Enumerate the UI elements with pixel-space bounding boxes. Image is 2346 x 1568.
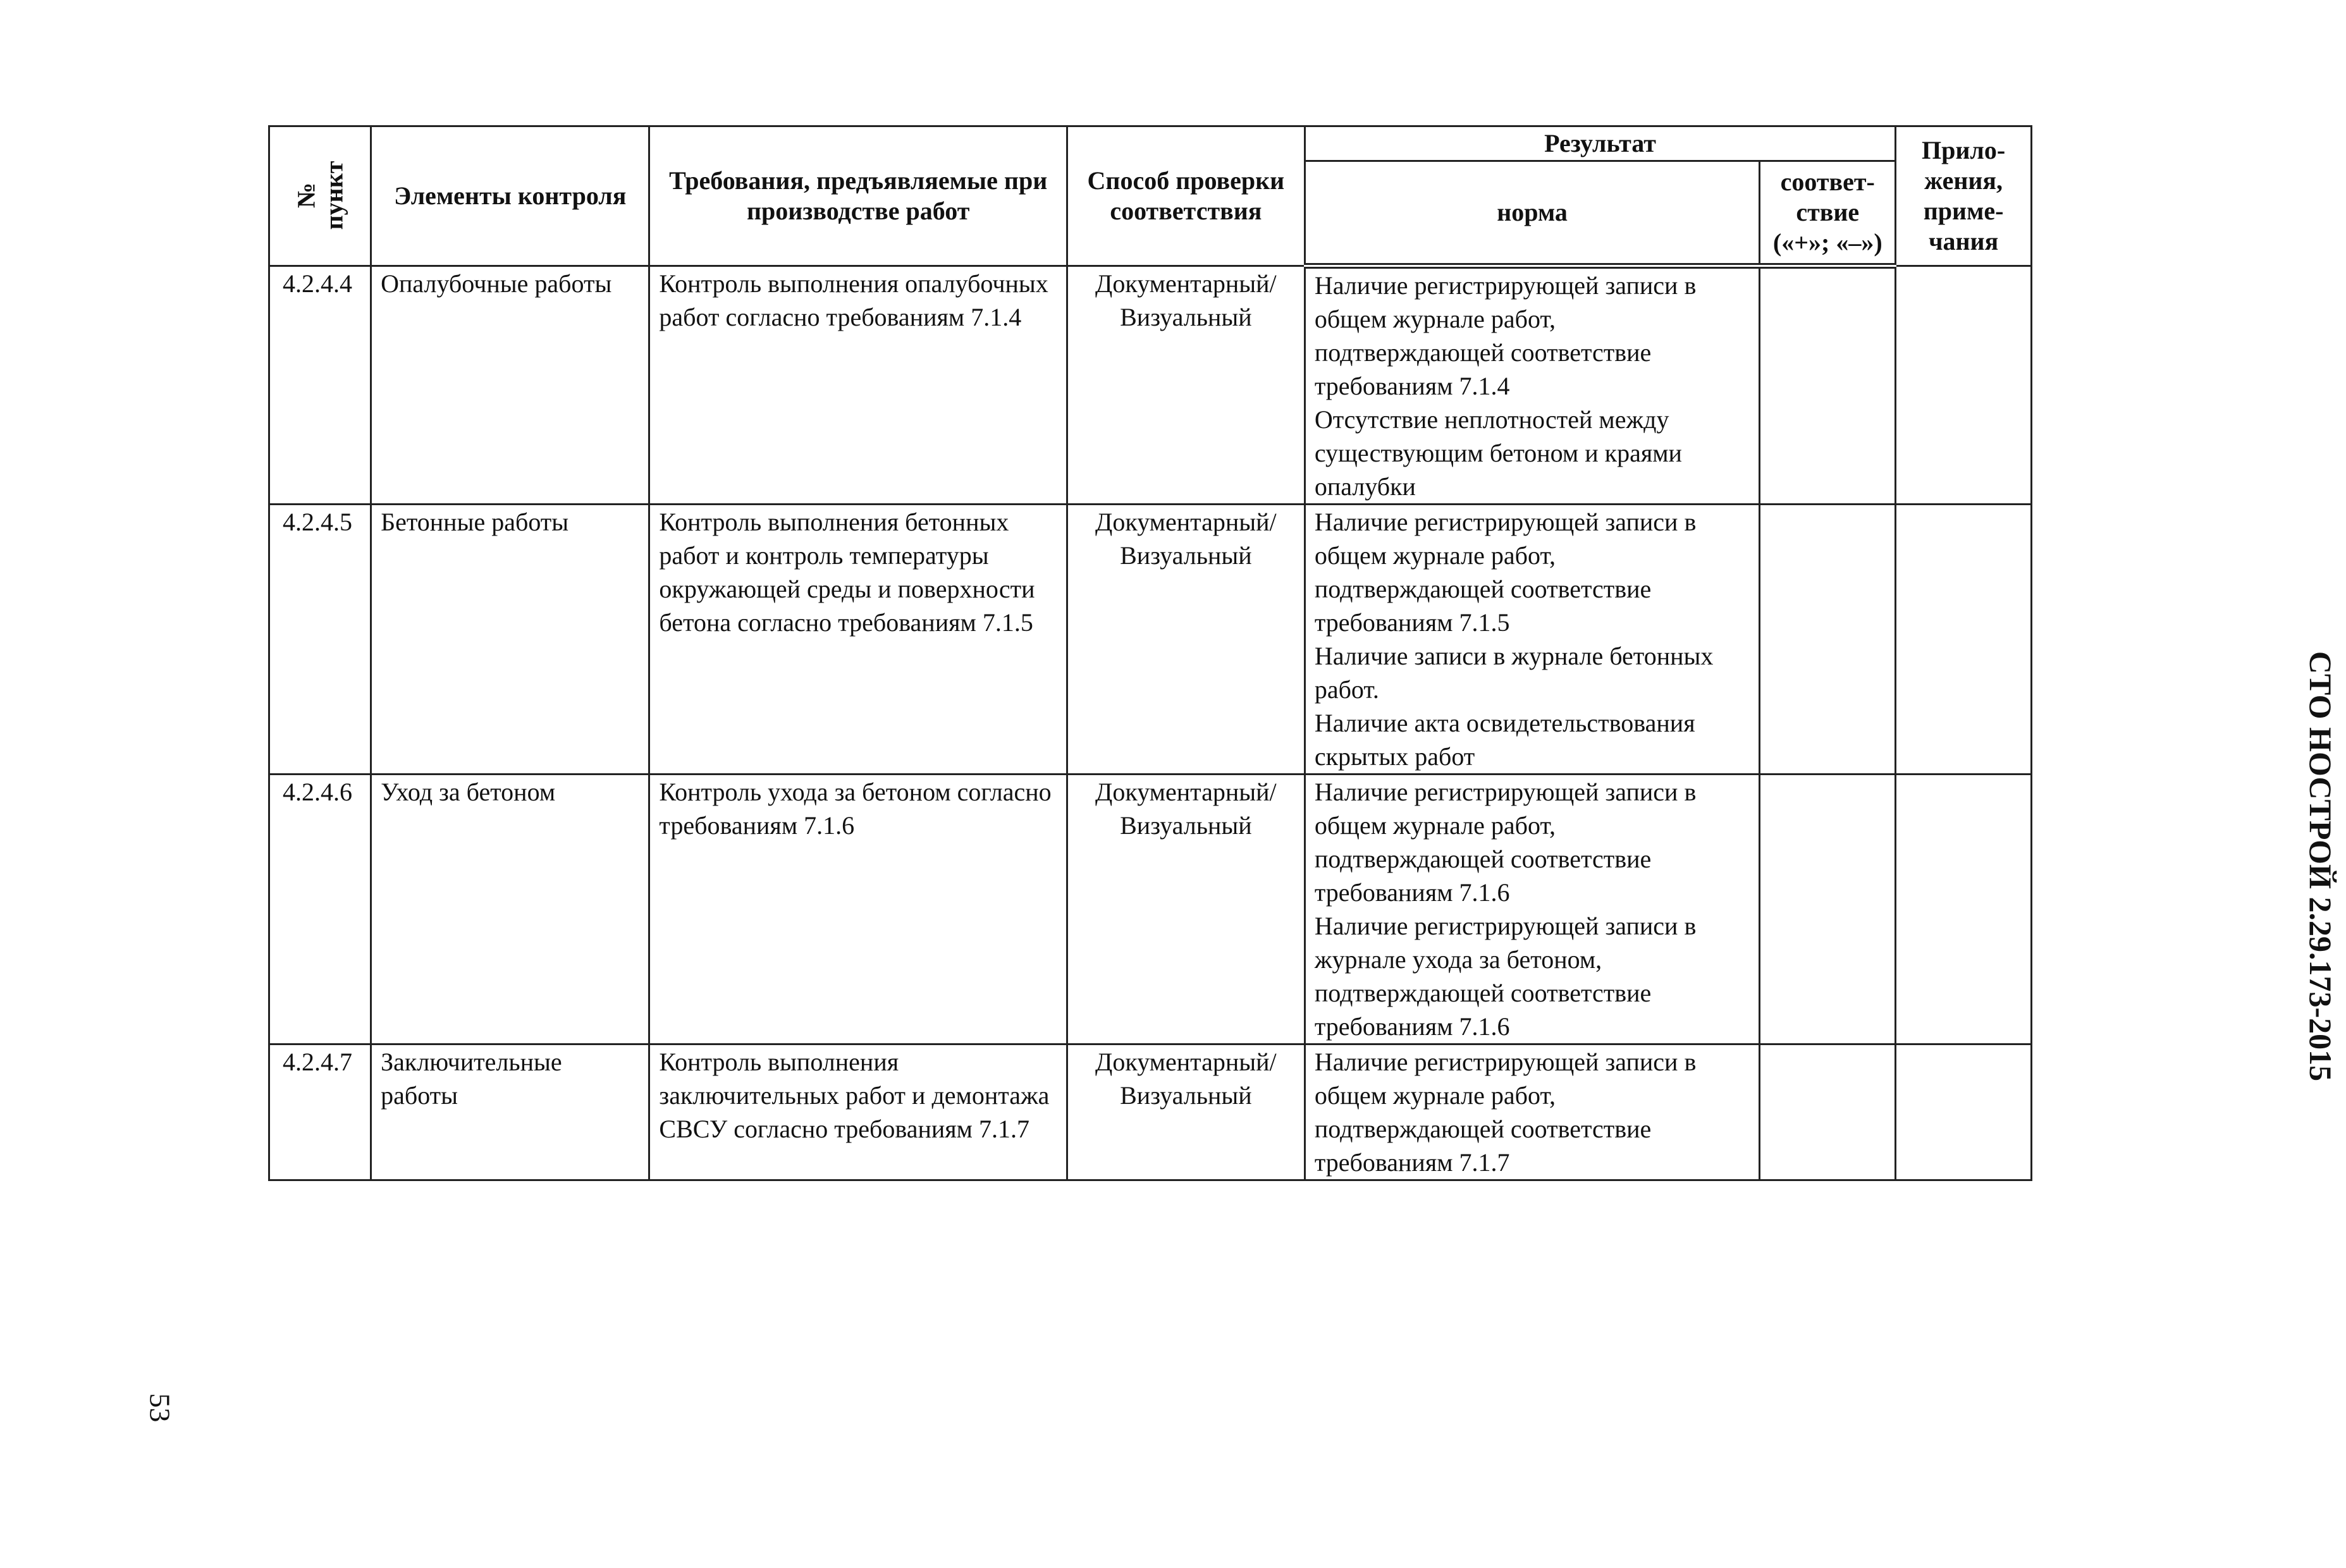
table-row — [269, 266, 2032, 505]
header-correspondence: соответ- ствие («+»; «–») — [1760, 161, 1896, 266]
row-norm — [1305, 775, 1760, 1044]
row-requirement: Контроль выполнения опалубочных работ согласно требованиям 7.1.4 — [649, 266, 1067, 505]
row-appendix — [1896, 1044, 2032, 1180]
control-table — [268, 125, 2032, 1181]
norm-line: Наличие регистрирующей записи в общем журнале работ, подтверждающей соответствие требованиям 7.1.5 — [1314, 508, 1697, 637]
norm-line: Наличие регистрирующей записи в общем журнале работ, подтверждающей соответствие требованиям 7.1.7 — [1314, 1048, 1697, 1177]
row-requirement: Контроль ухода за бетоном согласно требованиям 7.1.6 — [649, 775, 1067, 1044]
row-num: 4.2.4.7 — [269, 1044, 371, 1180]
row-num: 4.2.4.6 — [269, 775, 371, 1044]
row-appendix — [1896, 775, 2032, 1044]
header-norm: норма — [1305, 161, 1760, 266]
row-appendix — [1896, 266, 2032, 505]
row-norm — [1305, 1044, 1760, 1180]
header-elements: Элементы контроля — [371, 126, 649, 266]
row-method: Документарный/ Визуальный — [1067, 505, 1305, 775]
row-method: Документарный/ Визуальный — [1067, 1044, 1305, 1180]
row-appendix — [1896, 505, 2032, 775]
norm-line: Наличие записи в журнале бетонных работ. — [1314, 642, 1714, 704]
norm-line: Наличие акта освидетельствования скрытых работ — [1314, 709, 1695, 771]
row-correspondence — [1760, 775, 1896, 1044]
row-correspondence — [1760, 1044, 1896, 1180]
table-row — [269, 775, 2032, 1044]
header-method: Способ проверки соответствия — [1067, 126, 1305, 266]
header-requirements: Требования, предъявляемые при производстве работ — [649, 126, 1067, 266]
table-row — [269, 1044, 2032, 1180]
row-element: Опалубочные работы — [371, 266, 649, 505]
row-norm — [1305, 266, 1760, 505]
row-requirement: Контроль выполнения бетонных работ и контроль температуры окружающей среды и поверхности бетона согласно требованиям 7.1.5 — [649, 505, 1067, 775]
row-num: 4.2.4.4 — [269, 266, 371, 505]
norm-line: Наличие регистрирующей записи в общем журнале работ, подтверждающей соответствие требованиям 7.1.4 — [1314, 271, 1697, 400]
row-correspondence — [1760, 505, 1896, 775]
row-element: Уход за бетоном — [371, 775, 649, 1044]
header-num-label: № пункт — [292, 161, 348, 230]
header-num — [269, 126, 371, 266]
row-element: Бетонные работы — [371, 505, 649, 775]
table-row — [269, 505, 2032, 775]
header-result: Результат — [1305, 126, 1895, 161]
norm-line: Наличие регистрирующей записи в общем журнале работ, подтверждающей соответствие требованиям 7.1.6 — [1314, 778, 1697, 907]
document-code: СТО НОСТРОЙ 2.29.173-2015 — [2303, 651, 2338, 1082]
header-appendix: Прило- жения, приме- чания — [1896, 126, 2032, 266]
row-requirement: Контроль выполнения заключительных работ и демонтажа СВСУ согласно требованиям 7.1.7 — [649, 1044, 1067, 1180]
row-norm — [1305, 505, 1760, 775]
norm-line: Наличие регистрирующей записи в журнале ухода за бетоном, подтверждающей соответствие требованиям 7.1.6 — [1314, 912, 1697, 1041]
row-correspondence — [1760, 266, 1896, 505]
row-num: 4.2.4.5 — [269, 505, 371, 775]
row-method: Документарный/ Визуальный — [1067, 266, 1305, 505]
norm-line: Отсутствие неплотностей между существующим бетоном и краями опалубки — [1314, 405, 1682, 501]
page-number: 53 — [144, 1393, 176, 1423]
row-method: Документарный/ Визуальный — [1067, 775, 1305, 1044]
row-element: Заключительные работы — [371, 1044, 649, 1180]
